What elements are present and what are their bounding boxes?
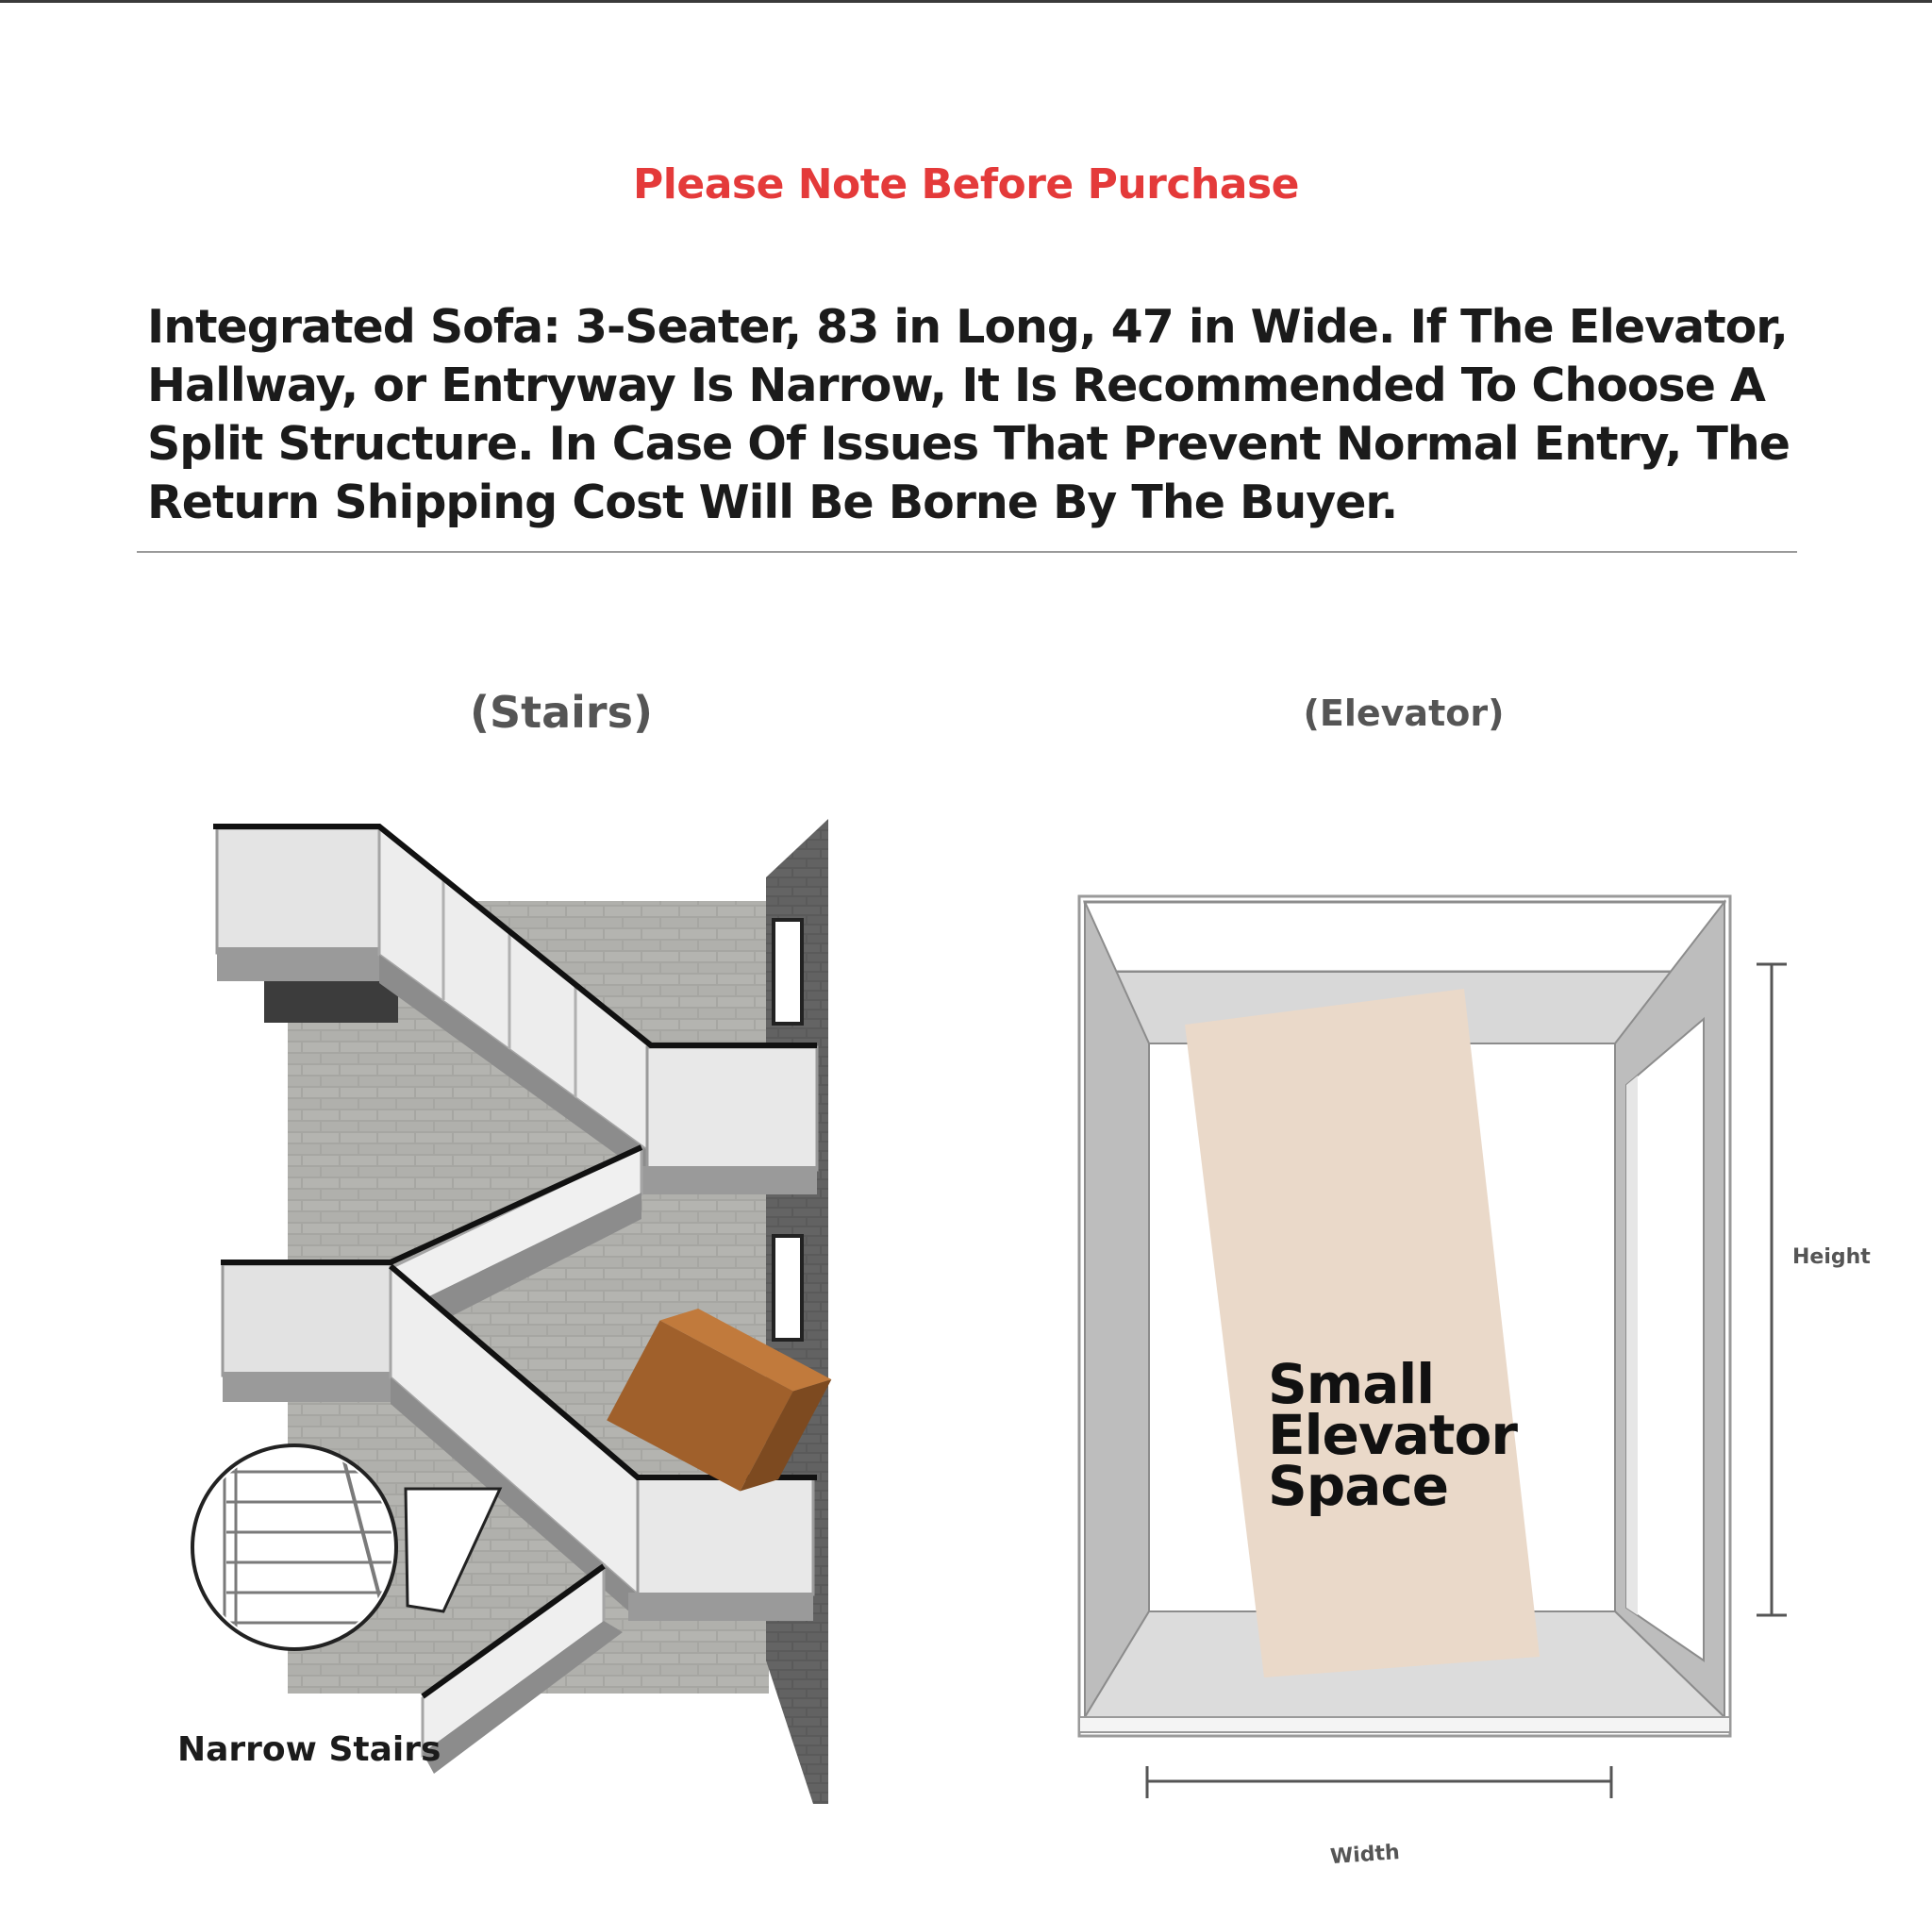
mid-landing-right-glass [647, 1047, 817, 1170]
mid-landing-left-glass [223, 1264, 391, 1376]
elevator-illustration [1079, 896, 1787, 1798]
elevator-left-wall [1085, 902, 1149, 1717]
top-landing-glass [217, 828, 379, 953]
small-elevator-line-1: Small [1268, 1352, 1435, 1416]
elevator-top-band [1085, 902, 1724, 972]
elevator-door-opening [1626, 1019, 1704, 1660]
height-label: Height [1792, 1245, 1871, 1269]
top-landing-dark [264, 981, 398, 1023]
small-elevator-space-label [1268, 1352, 1551, 1518]
stairs-label: (Stairs) [469, 687, 654, 738]
notice-body: Integrated Sofa: 3-Seater, 83 in Long, 47 in Wide. If The Elevator, Hallway, or Entryway Is Narrow, It Is Recommended To Choose A Split Structure. In Case Of Issues That Prevent Normal Entry, The Return Shipping Cost Will Be Borne By The Buyer. [147, 300, 1790, 529]
mid-landing-right-slab [638, 1166, 817, 1194]
mid-landing-left-slab [223, 1372, 415, 1402]
lower-landing-right-slab [628, 1593, 813, 1621]
notice-title: Please Note Before Purchase [633, 160, 1299, 209]
small-elevator-line-2: Elevator [1268, 1403, 1517, 1467]
stairs-illustration [192, 819, 831, 1804]
width-label: Width [1329, 1841, 1401, 1870]
lower-landing-right-glass [638, 1477, 813, 1594]
elevator-label: (Elevator) [1303, 693, 1505, 734]
window-upper [774, 920, 802, 1024]
small-elevator-line-3: Space [1268, 1454, 1449, 1518]
width-dimension [1147, 1766, 1611, 1798]
top-landing-slab [217, 947, 394, 981]
narrow-stairs-caption: Narrow Stairs [177, 1730, 441, 1769]
window-lower [774, 1236, 802, 1340]
height-dimension [1757, 964, 1787, 1615]
